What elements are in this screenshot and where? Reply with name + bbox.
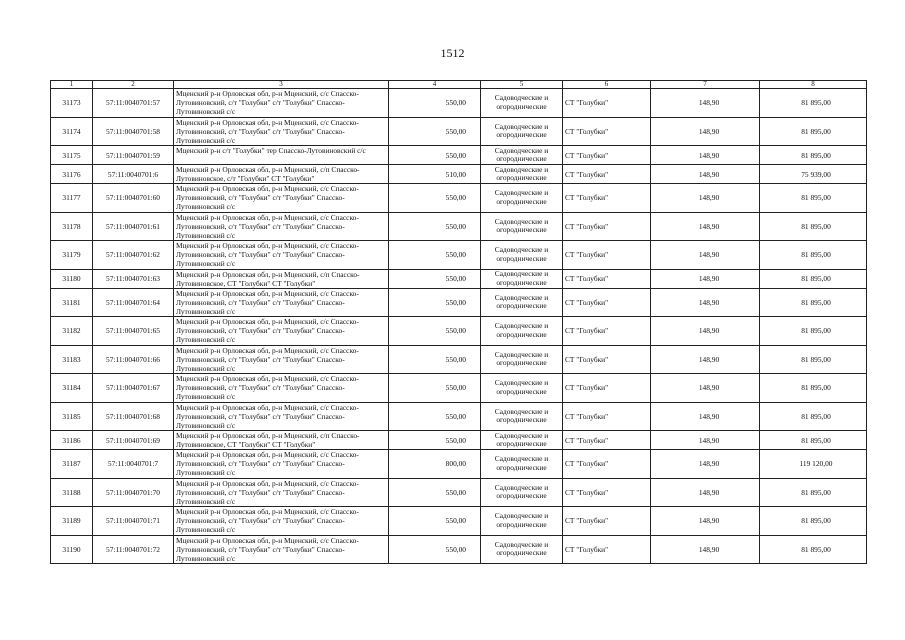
row-number: 31184 xyxy=(51,374,93,403)
category-cell: Садоводческие и огороднические xyxy=(481,117,563,146)
area-cell: 550,00 xyxy=(389,146,481,165)
row-number: 31174 xyxy=(51,117,93,146)
value-cell: 81 895,00 xyxy=(760,117,867,146)
category-cell: Садоводческие и огороднические xyxy=(481,402,563,431)
value-cell: 81 895,00 xyxy=(760,269,867,288)
row-number: 31176 xyxy=(51,165,93,184)
owner-cell: СТ "Голубки" xyxy=(563,402,651,431)
column-header: 1 xyxy=(51,81,93,89)
cadastral-number: 57:11:0040701:57 xyxy=(93,89,174,118)
row-number: 31188 xyxy=(51,478,93,507)
price-cell: 148,90 xyxy=(651,89,760,118)
area-cell: 510,00 xyxy=(389,165,481,184)
price-cell: 148,90 xyxy=(651,402,760,431)
price-cell: 148,90 xyxy=(651,317,760,346)
cadastral-number: 57:11:0040701:58 xyxy=(93,117,174,146)
address-cell: Мценский р-н Орловская обл, р-н Мценский, с/п Спасско-Лутовиновское, с/т "Голубки" СТ "Голубки" xyxy=(174,165,389,184)
owner-cell: СТ "Голубки" xyxy=(563,117,651,146)
cadastral-number: 57:11:0040701:6 xyxy=(93,165,174,184)
price-cell: 148,90 xyxy=(651,431,760,450)
owner-cell: СТ "Голубки" xyxy=(563,146,651,165)
category-cell: Садоводческие и огороднические xyxy=(481,431,563,450)
address-cell: Мценский р-н Орловская обл, р-н Мценский, с/с Спасско-Лутовиновский, с/т "Голубки" с/т "Голубки" Спасско-Лутовиновский с/с xyxy=(174,450,389,479)
category-cell: Садоводческие и огороднические xyxy=(481,241,563,270)
table-row xyxy=(51,165,867,184)
cadastral-number: 57:11:0040701:72 xyxy=(93,535,174,564)
price-cell: 148,90 xyxy=(651,535,760,564)
column-header: 4 xyxy=(389,81,481,89)
cadastral-number: 57:11:0040701:64 xyxy=(93,288,174,317)
category-cell: Садоводческие и огороднические xyxy=(481,345,563,374)
cadastral-number: 57:11:0040701:68 xyxy=(93,402,174,431)
owner-cell: СТ "Голубки" xyxy=(563,374,651,403)
price-cell: 148,90 xyxy=(651,146,760,165)
row-number: 31183 xyxy=(51,345,93,374)
row-number: 31179 xyxy=(51,241,93,270)
cadastral-number: 57:11:0040701:71 xyxy=(93,507,174,536)
value-cell: 119 120,00 xyxy=(760,450,867,479)
area-cell: 550,00 xyxy=(389,269,481,288)
address-cell: Мценский р-н Орловская обл, р-н Мценский, с/с Спасско-Лутовиновский, с/т "Голубки" с/т "Голубки" Спасско-Лутовиновский с/с xyxy=(174,535,389,564)
address-cell: Мценский р-н Орловская обл, р-н Мценский, с/п Спасско-Лутовиновское, СТ "Голубки" СТ "Голубки" xyxy=(174,431,389,450)
header-row xyxy=(51,81,867,89)
value-cell: 81 895,00 xyxy=(760,212,867,241)
table-row xyxy=(51,402,867,431)
area-cell: 550,00 xyxy=(389,507,481,536)
cadastral-table xyxy=(50,80,867,564)
address-cell: Мценский р-н Орловская обл, р-н Мценский, с/с Спасско-Лутовиновский, с/т "Голубки" с/т "Голубки" Спасско-Лутовиновский с/с xyxy=(174,117,389,146)
value-cell: 81 895,00 xyxy=(760,535,867,564)
cadastral-number: 57:11:0040701:63 xyxy=(93,269,174,288)
row-number: 31190 xyxy=(51,535,93,564)
row-number: 31173 xyxy=(51,89,93,118)
page-number: 1512 xyxy=(440,46,465,60)
table-row xyxy=(51,535,867,564)
cadastral-number: 57:11:0040701:70 xyxy=(93,478,174,507)
cadastral-number: 57:11:0040701:59 xyxy=(93,146,174,165)
value-cell: 81 895,00 xyxy=(760,345,867,374)
area-cell: 550,00 xyxy=(389,317,481,346)
table-row xyxy=(51,212,867,241)
price-cell: 148,90 xyxy=(651,345,760,374)
price-cell: 148,90 xyxy=(651,507,760,536)
column-header: 5 xyxy=(481,81,563,89)
row-number: 31178 xyxy=(51,212,93,241)
price-cell: 148,90 xyxy=(651,241,760,270)
price-cell: 148,90 xyxy=(651,165,760,184)
area-cell: 550,00 xyxy=(389,288,481,317)
table-row xyxy=(51,317,867,346)
category-cell: Садоводческие и огороднические xyxy=(481,184,563,213)
value-cell: 81 895,00 xyxy=(760,288,867,317)
value-cell: 81 895,00 xyxy=(760,89,867,118)
owner-cell: СТ "Голубки" xyxy=(563,89,651,118)
category-cell: Садоводческие и огороднические xyxy=(481,212,563,241)
row-number: 31180 xyxy=(51,269,93,288)
category-cell: Садоводческие и огороднические xyxy=(481,478,563,507)
area-cell: 550,00 xyxy=(389,535,481,564)
table-row xyxy=(51,89,867,118)
owner-cell: СТ "Голубки" xyxy=(563,165,651,184)
value-cell: 81 895,00 xyxy=(760,431,867,450)
price-cell: 148,90 xyxy=(651,374,760,403)
area-cell: 550,00 xyxy=(389,402,481,431)
price-cell: 148,90 xyxy=(651,450,760,479)
cadastral-number: 57:11:0040701:7 xyxy=(93,450,174,479)
price-cell: 148,90 xyxy=(651,478,760,507)
value-cell: 81 895,00 xyxy=(760,241,867,270)
address-cell: Мценский р-н Орловская обл, р-н Мценский, с/с Спасско-Лутовиновский, с/т "Голубки" с/т "Голубки" Спасско-Лутовиновский с/с xyxy=(174,374,389,403)
category-cell: Садоводческие и огороднические xyxy=(481,507,563,536)
owner-cell: СТ "Голубки" xyxy=(563,507,651,536)
value-cell: 81 895,00 xyxy=(760,146,867,165)
row-number: 31182 xyxy=(51,317,93,346)
cadastral-number: 57:11:0040701:62 xyxy=(93,241,174,270)
area-cell: 550,00 xyxy=(389,345,481,374)
owner-cell: СТ "Голубки" xyxy=(563,288,651,317)
address-cell: Мценский р-н с/т "Голубки" тер Спасско-Лутовиновский с/с xyxy=(174,146,389,165)
category-cell: Садоводческие и огороднические xyxy=(481,146,563,165)
category-cell: Садоводческие и огороднические xyxy=(481,89,563,118)
address-cell: Мценский р-н Орловская обл, р-н Мценский, с/с Спасско-Лутовиновский, с/т "Голубки" с/т "Голубки" Спасско-Лутовиновский с/с xyxy=(174,184,389,213)
table-row xyxy=(51,478,867,507)
table-row xyxy=(51,184,867,213)
column-header: 8 xyxy=(760,81,867,89)
address-cell: Мценский р-н Орловская обл, р-н Мценский, с/с Спасско-Лутовиновский, с/т "Голубки" с/т "Голубки" Спасско-Лутовиновский с/с xyxy=(174,345,389,374)
cadastral-number: 57:11:0040701:66 xyxy=(93,345,174,374)
row-number: 31185 xyxy=(51,402,93,431)
address-cell: Мценский р-н Орловская обл, р-н Мценский, с/с Спасско-Лутовиновский, с/т "Голубки" с/т "Голубки" Спасско-Лутовиновский с/с xyxy=(174,402,389,431)
price-cell: 148,90 xyxy=(651,117,760,146)
category-cell: Садоводческие и огороднические xyxy=(481,374,563,403)
row-number: 31177 xyxy=(51,184,93,213)
owner-cell: СТ "Голубки" xyxy=(563,269,651,288)
value-cell: 81 895,00 xyxy=(760,507,867,536)
table-row xyxy=(51,374,867,403)
table-row xyxy=(51,450,867,479)
cadastral-number: 57:11:0040701:65 xyxy=(93,317,174,346)
address-cell: Мценский р-н Орловская обл, р-н Мценский, с/с Спасско-Лутовиновский, с/т "Голубки" с/т "Голубки" Спасско-Лутовиновский с/с xyxy=(174,478,389,507)
owner-cell: СТ "Голубки" xyxy=(563,535,651,564)
area-cell: 550,00 xyxy=(389,431,481,450)
cadastral-number: 57:11:0040701:67 xyxy=(93,374,174,403)
row-number: 31187 xyxy=(51,450,93,479)
owner-cell: СТ "Голубки" xyxy=(563,317,651,346)
column-header: 3 xyxy=(174,81,389,89)
table-row xyxy=(51,288,867,317)
value-cell: 81 895,00 xyxy=(760,374,867,403)
value-cell: 81 895,00 xyxy=(760,317,867,346)
table-row xyxy=(51,507,867,536)
area-cell: 550,00 xyxy=(389,117,481,146)
category-cell: Садоводческие и огороднические xyxy=(481,165,563,184)
area-cell: 550,00 xyxy=(389,89,481,118)
area-cell: 550,00 xyxy=(389,374,481,403)
value-cell: 81 895,00 xyxy=(760,478,867,507)
value-cell: 75 939,00 xyxy=(760,165,867,184)
table-row xyxy=(51,146,867,165)
area-cell: 550,00 xyxy=(389,184,481,213)
table-row xyxy=(51,117,867,146)
table-row xyxy=(51,241,867,270)
area-cell: 550,00 xyxy=(389,478,481,507)
category-cell: Садоводческие и огороднические xyxy=(481,288,563,317)
table-row xyxy=(51,345,867,374)
owner-cell: СТ "Голубки" xyxy=(563,212,651,241)
address-cell: Мценский р-н Орловская обл, р-н Мценский, с/с Спасско-Лутовиновский, с/т "Голубки" с/т "Голубки" Спасско-Лутовиновский с/с xyxy=(174,288,389,317)
owner-cell: СТ "Голубки" xyxy=(563,241,651,270)
owner-cell: СТ "Голубки" xyxy=(563,478,651,507)
column-header: 6 xyxy=(563,81,651,89)
column-header: 7 xyxy=(651,81,760,89)
row-number: 31181 xyxy=(51,288,93,317)
owner-cell: СТ "Голубки" xyxy=(563,184,651,213)
price-cell: 148,90 xyxy=(651,212,760,241)
cadastral-number: 57:11:0040701:69 xyxy=(93,431,174,450)
owner-cell: СТ "Голубки" xyxy=(563,345,651,374)
value-cell: 81 895,00 xyxy=(760,402,867,431)
category-cell: Садоводческие и огороднические xyxy=(481,269,563,288)
address-cell: Мценский р-н Орловская обл, р-н Мценский, с/п Спасско-Лутовиновское, СТ "Голубки" СТ "Голубки" xyxy=(174,269,389,288)
area-cell: 550,00 xyxy=(389,241,481,270)
owner-cell: СТ "Голубки" xyxy=(563,450,651,479)
area-cell: 800,00 xyxy=(389,450,481,479)
category-cell: Садоводческие и огороднические xyxy=(481,535,563,564)
table-row xyxy=(51,269,867,288)
table-row xyxy=(51,431,867,450)
price-cell: 148,90 xyxy=(651,269,760,288)
address-cell: Мценский р-н Орловская обл, р-н Мценский, с/с Спасско-Лутовиновский, с/т "Голубки" с/т "Голубки" Спасско-Лутовиновский с/с xyxy=(174,89,389,118)
cadastral-number: 57:11:0040701:61 xyxy=(93,212,174,241)
owner-cell: СТ "Голубки" xyxy=(563,431,651,450)
category-cell: Садоводческие и огороднические xyxy=(481,317,563,346)
row-number: 31175 xyxy=(51,146,93,165)
address-cell: Мценский р-н Орловская обл, р-н Мценский, с/с Спасско-Лутовиновский, с/т "Голубки" с/т "Голубки" Спасско-Лутовиновский с/с xyxy=(174,241,389,270)
row-number: 31189 xyxy=(51,507,93,536)
address-cell: Мценский р-н Орловская обл, р-н Мценский, с/с Спасско-Лутовиновский, с/т "Голубки" с/т "Голубки" Спасско-Лутовиновский с/с xyxy=(174,212,389,241)
value-cell: 81 895,00 xyxy=(760,184,867,213)
area-cell: 550,00 xyxy=(389,212,481,241)
address-cell: Мценский р-н Орловская обл, р-н Мценский, с/с Спасско-Лутовиновский, с/т "Голубки" с/т "Голубки" Спасско-Лутовиновский с/с xyxy=(174,317,389,346)
cadastral-number: 57:11:0040701:60 xyxy=(93,184,174,213)
price-cell: 148,90 xyxy=(651,288,760,317)
row-number: 31186 xyxy=(51,431,93,450)
address-cell: Мценский р-н Орловская обл, р-н Мценский, с/с Спасско-Лутовиновский, с/т "Голубки" с/т "Голубки" Спасско-Лутовиновский с/с xyxy=(174,507,389,536)
column-header: 2 xyxy=(93,81,174,89)
price-cell: 148,90 xyxy=(651,184,760,213)
category-cell: Садоводческие и огороднические xyxy=(481,450,563,479)
